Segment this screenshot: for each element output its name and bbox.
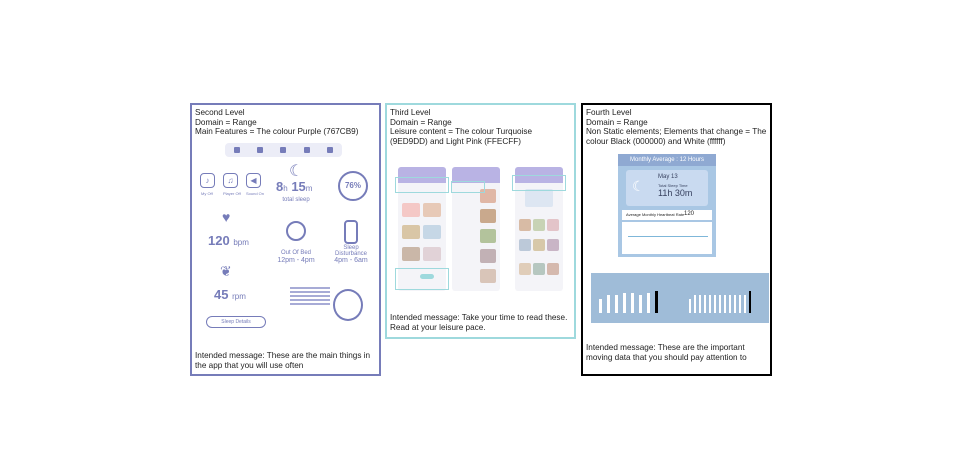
monthly-average-label: Monthly Average : 12 Hours xyxy=(618,154,716,166)
breath-rate xyxy=(214,287,246,302)
heart-icon: ♥ xyxy=(222,209,231,225)
book-icon xyxy=(304,147,310,153)
mini-label: My Off xyxy=(201,191,213,196)
mic-icon: ♪ xyxy=(200,173,215,188)
second-level-message: Intended message: These are the main things in the app that you will use often xyxy=(195,351,371,370)
heading-line: Main Features = The colour Purple (767CB9) xyxy=(195,127,359,137)
sleep-total: 8h 15m xyxy=(276,179,313,194)
stats-icon xyxy=(280,147,286,153)
highlight-box xyxy=(395,268,449,290)
percent-ring: 76% xyxy=(338,171,368,201)
baby-face-icon xyxy=(333,289,363,321)
heading-line: Non Static elements; Elements that change = The colour Black (000000) and White (ffffff) xyxy=(586,127,767,146)
highlight-box xyxy=(512,175,566,191)
sleep-minutes: 15 xyxy=(291,179,306,194)
breath-unit: rpm xyxy=(232,292,246,301)
info-text-lines xyxy=(290,285,330,307)
fourth-level-heading xyxy=(586,108,767,146)
mini-label: Sound On xyxy=(246,191,265,196)
highlight-box xyxy=(395,177,449,193)
fourth-level-message: Intended message: These are the important moving data that you should pay attention to xyxy=(586,343,747,362)
lungs-icon: ❦ xyxy=(220,263,232,279)
heart-rate-value: 120 xyxy=(684,211,695,217)
clock-icon xyxy=(286,221,306,241)
home-icon xyxy=(234,147,240,153)
bars-right xyxy=(689,291,763,313)
heading-line: Leisure content = The colour Turquoise (9ED9DD) and Light Pink (FFECFF) xyxy=(390,127,533,146)
disturbance-time: 4pm - 6am xyxy=(334,257,368,264)
moon-icon: ☾ xyxy=(632,178,645,194)
third-level-heading xyxy=(390,108,571,146)
out-of-bed-label: Out Of Bed xyxy=(280,250,311,256)
sleep-hours: 8 xyxy=(276,179,284,194)
app-nav-bar xyxy=(225,143,342,157)
total-sleep-value: 11h 30m xyxy=(658,188,693,198)
date-label: May 13 xyxy=(658,174,678,180)
sleep-total-label: total sleep xyxy=(282,197,310,203)
mini-label: Player Off xyxy=(223,191,241,196)
out-of-bed-time: 12pm - 4pm xyxy=(277,257,315,264)
bar-chart-screen xyxy=(591,273,769,323)
second-level-panel xyxy=(190,103,381,376)
monitor-icon xyxy=(344,220,358,244)
heading-line: Third Level xyxy=(390,108,431,117)
total-sleep-label: Total Sleep Time xyxy=(658,183,688,188)
camera-icon xyxy=(257,147,263,153)
music-icon: ♫ xyxy=(223,173,238,188)
sleep-details-button[interactable]: Sleep Details xyxy=(206,316,266,328)
heading-line: Fourth Level xyxy=(586,108,632,117)
speaker-icon: ◀ xyxy=(246,173,261,188)
settings-icon xyxy=(327,147,333,153)
fourth-level-panel xyxy=(581,103,772,376)
heart-rate-row xyxy=(622,210,712,220)
heart-rate-label: Average Monthly Heartbeat Rate xyxy=(626,212,685,217)
heading-line: Second Level xyxy=(195,108,245,117)
breath-value: 45 xyxy=(214,287,229,302)
third-level-panel xyxy=(385,103,576,339)
highlight-box xyxy=(451,181,485,193)
heart-unit: bpm xyxy=(233,238,249,247)
heart-value: 120 xyxy=(208,233,230,248)
bars-left xyxy=(599,291,669,313)
moon-icon: ☾ xyxy=(289,163,304,180)
heart-rate xyxy=(208,233,249,248)
second-level-heading xyxy=(195,108,376,137)
disturbance-label: Sleep Disturbance xyxy=(334,245,367,257)
monthly-screen xyxy=(618,154,716,257)
heading-line: Domain = Range xyxy=(195,117,257,127)
third-level-message: Intended message: Take your time to read these. Read at your leisure pace. xyxy=(390,313,568,332)
heading-line: Domain = Range xyxy=(586,117,648,127)
heading-line: Domain = Range xyxy=(390,117,452,127)
heart-rate-graph xyxy=(622,222,712,254)
